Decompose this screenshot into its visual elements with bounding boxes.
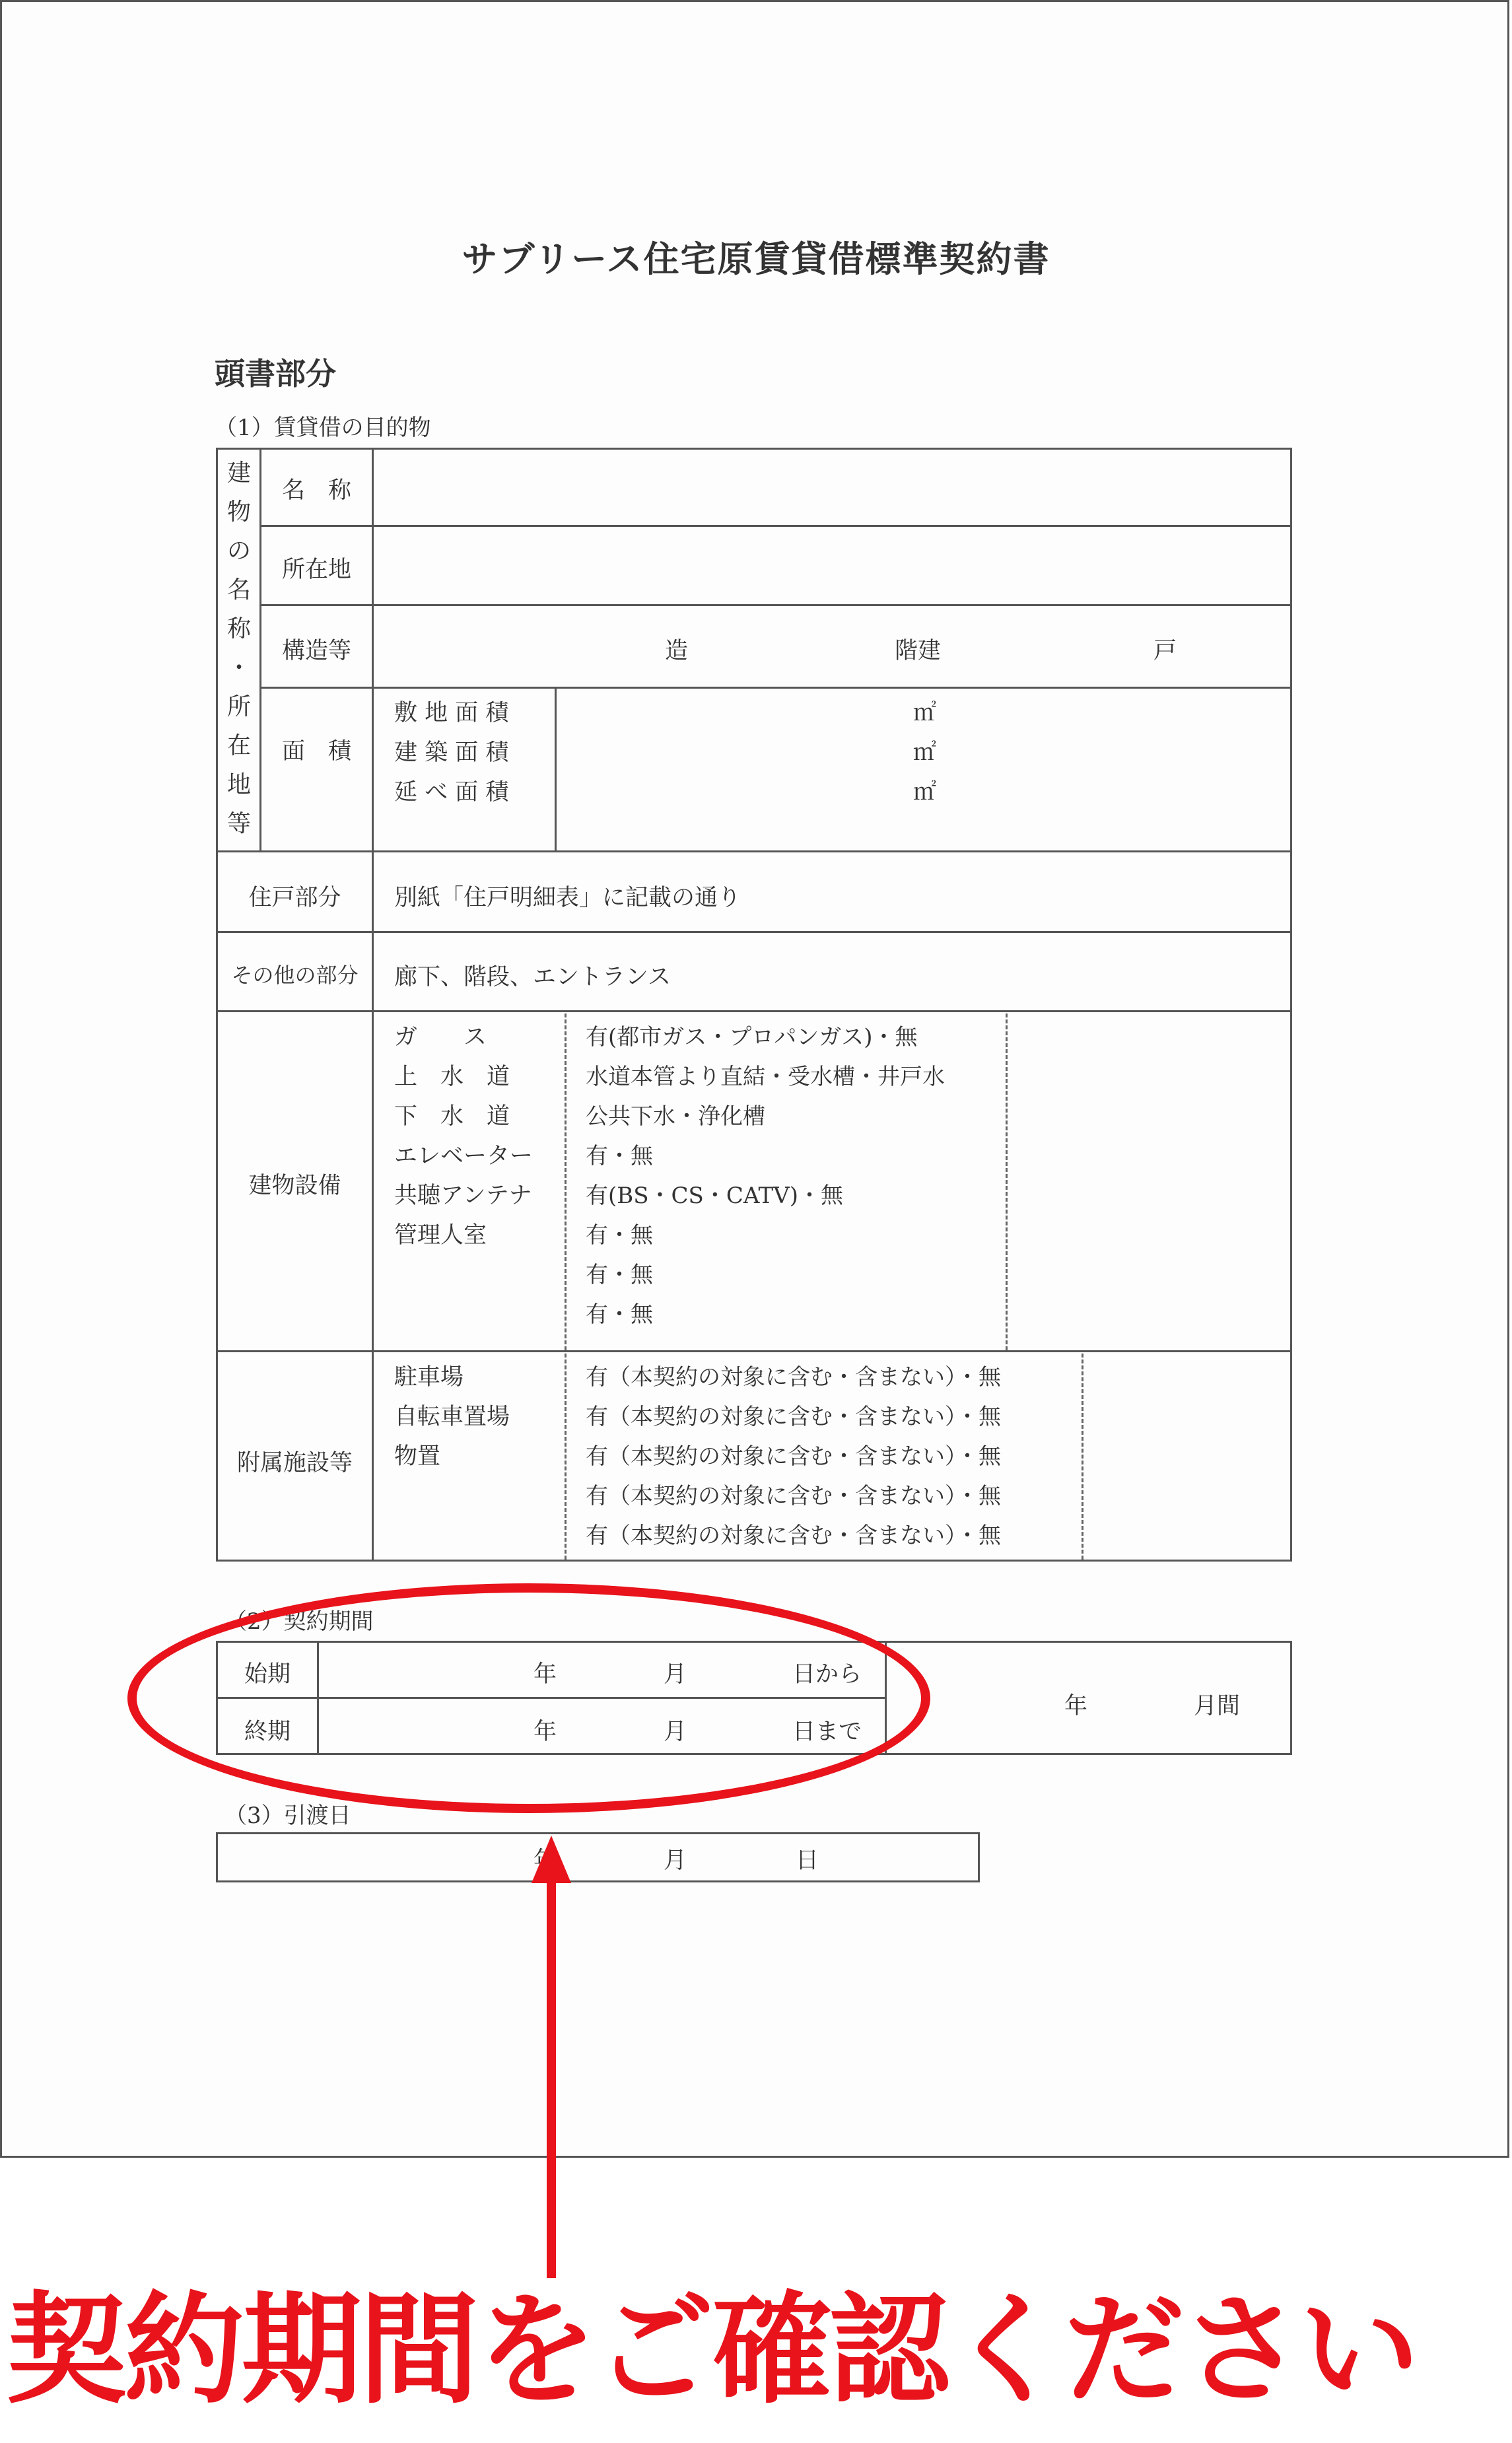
area-unit: ㎡ [913, 700, 937, 726]
equipment-item: ガ ス [394, 1024, 487, 1050]
area-label: 面 積 [281, 738, 351, 765]
facilities-value: 有（本契約の対象に含む・含まない）・無 [586, 1523, 1001, 1549]
facilities-item: 自転車置場 [394, 1404, 510, 1430]
equipment-value: 公共下水・浄化槽 [586, 1103, 765, 1130]
facilities-value: 有（本契約の対象に含む・含まない）・無 [586, 1364, 1001, 1391]
callout-text: 契約期間をご確認ください [7, 2280, 1417, 2420]
building-label-char: 等 [226, 810, 251, 837]
equipment-value: 有(BS・CS・CATV)・無 [586, 1183, 844, 1209]
building-label-char: 在 [226, 732, 251, 759]
facilities-label: 附属施設等 [236, 1450, 353, 1476]
area-item: 敷 地 面 積 [394, 700, 509, 726]
section-heading: 頭書部分 [215, 356, 336, 392]
facilities-item: 駐車場 [394, 1364, 464, 1391]
other-label: その他の部分 [231, 963, 359, 988]
other-value: 廊下、階段、エントランス [394, 964, 671, 990]
part1-heading: （1）賃貸借の目的物 [215, 415, 431, 441]
area-item: 建 築 面 積 [394, 740, 509, 766]
equipment-value: 有・無 [586, 1143, 653, 1169]
building-label-char: 所 [226, 693, 251, 720]
handover-day-unit: 日 [796, 1847, 819, 1874]
end-day-unit: 日まで [792, 1719, 862, 1745]
equipment-value: 有・無 [586, 1262, 653, 1288]
facilities-item: 物置 [394, 1443, 441, 1470]
facilities-value: 有（本契約の対象に含む・含まない）・無 [586, 1443, 1001, 1470]
structure-unit: 階建 [895, 638, 942, 664]
area-item: 延 べ 面 積 [394, 779, 509, 806]
equipment-item: 下 水 道 [394, 1103, 510, 1130]
building-label-char: 地 [226, 771, 251, 798]
facilities-value: 有（本契約の対象に含む・含まない）・無 [586, 1404, 1001, 1430]
handover-year-unit: 年 [533, 1847, 557, 1874]
structure-label: 構造等 [281, 638, 351, 664]
part2-heading: （2）契約期間 [224, 1608, 374, 1635]
highlight-ellipse [127, 1583, 930, 1813]
dwelling-label: 住戸部分 [248, 885, 341, 911]
location-label: 所在地 [281, 557, 351, 583]
building-label-char: 物 [226, 499, 251, 526]
area-unit: ㎡ [913, 740, 937, 766]
equipment-value: 有・無 [586, 1222, 653, 1249]
start-label: 始期 [244, 1661, 291, 1688]
equipment-label: 建物設備 [248, 1173, 341, 1199]
building-label-char: 称 [226, 615, 251, 642]
end-label: 終期 [244, 1719, 291, 1745]
start-month-unit: 月 [664, 1661, 687, 1688]
equipment-value: 有(都市ガス・プロパンガス)・無 [586, 1024, 918, 1050]
duration-month-unit: 月間 [1194, 1693, 1241, 1719]
area-unit: ㎡ [913, 779, 937, 806]
structure-unit: 造 [665, 638, 689, 664]
start-year-unit: 年 [533, 1661, 557, 1688]
facilities-value: 有（本契約の対象に含む・含まない）・無 [586, 1483, 1001, 1509]
building-label-char: の [226, 537, 251, 565]
name-label: 名 称 [281, 477, 351, 504]
arrow-up-icon [532, 1836, 571, 1883]
equipment-item: 管理人室 [394, 1222, 487, 1249]
end-month-unit: 月 [664, 1719, 687, 1745]
equipment-value: 水道本管より直結・受水槽・井戸水 [586, 1064, 945, 1090]
building-label-char: 名 [226, 576, 251, 603]
dwelling-value: 別紙「住戸明細表」に記載の通り [394, 885, 741, 911]
equipment-value: 有・無 [586, 1301, 653, 1328]
part3-heading: （3）引渡日 [224, 1803, 351, 1829]
structure-unit: 戸 [1153, 638, 1177, 664]
building-label-char: ・ [226, 654, 251, 681]
equipment-item: エレベーター [394, 1143, 533, 1169]
equipment-item: 上 水 道 [394, 1064, 510, 1090]
equipment-item: 共聴アンテナ [394, 1183, 532, 1209]
end-year-unit: 年 [533, 1719, 557, 1745]
duration-year-unit: 年 [1064, 1693, 1088, 1719]
start-day-unit: 日から [792, 1661, 862, 1688]
handover-month-unit: 月 [664, 1847, 687, 1874]
building-label-char: 建 [226, 460, 251, 487]
arrow-shaft [547, 1878, 556, 2278]
document-title: サブリース住宅原賃貸借標準契約書 [462, 238, 1050, 280]
